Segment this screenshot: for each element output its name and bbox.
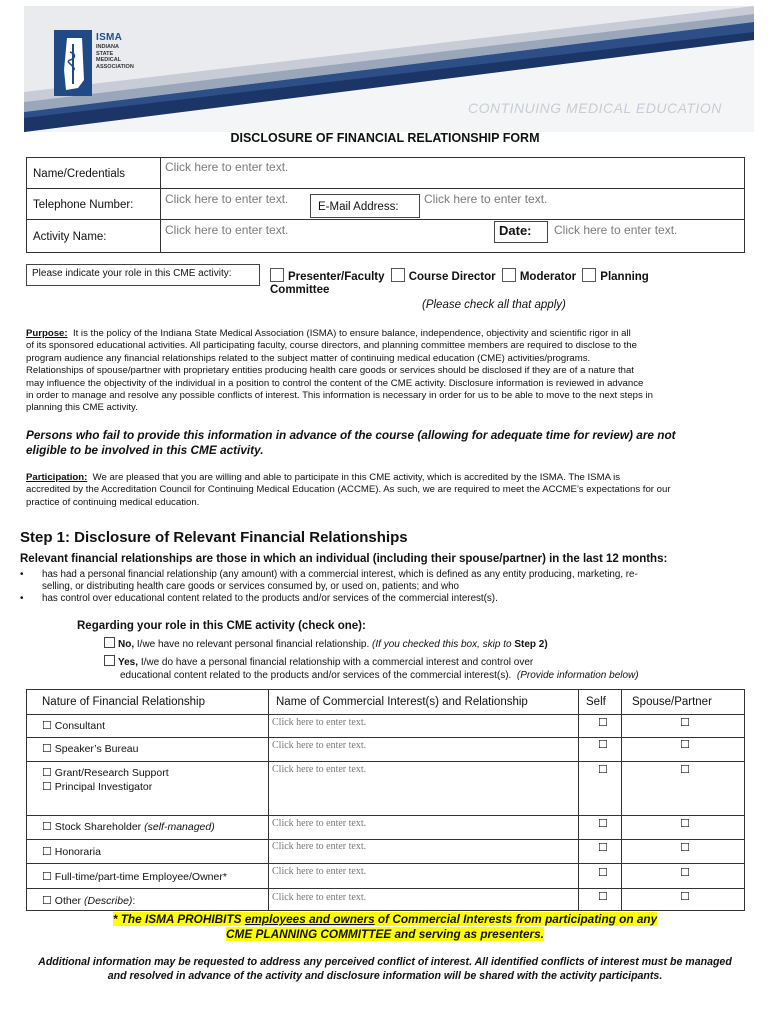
grant-self-box[interactable]: ☐ [598, 764, 608, 776]
step1-intro: Relevant financial relationships are those in which an individual (including their spouse/partner) in the last 12 months: [20, 553, 668, 565]
honoraria-field[interactable]: Click here to enter text. [272, 841, 367, 852]
row-other: ☐ Other (Describe): [42, 895, 136, 907]
checkbox-planning[interactable] [582, 268, 596, 282]
prohibits-note: * The ISMA PROHIBITS employees and owners of Commercial Interests from participating on any CME PLANNING COMMITTEE and serving as presenters. [112, 912, 658, 941]
email-field[interactable]: Click here to enter text. [424, 192, 548, 206]
speakers-bureau-field[interactable]: Click here to enter text. [272, 740, 367, 751]
grant-field[interactable]: Click here to enter text. [272, 764, 367, 775]
role-options-tail: Committee [270, 284, 330, 296]
header-spouse: Spouse/Partner [632, 696, 712, 708]
honoraria-self-box[interactable]: ☐ [598, 842, 608, 854]
row-consultant: ☐ Consultant [42, 720, 105, 732]
row-employee: ☐ Full-time/part-time Employee/Owner* [42, 871, 227, 883]
form-title: DISCLOSURE OF FINANCIAL RELATIONSHIP FORM [230, 131, 540, 145]
step1-bullets: • has had a personal financial relationship (any amount) with a commercial interest, which is defined as any entity producing, marketing, re- selling, or distributing health care goods or services consumed by, or used on, patients; and who • has control over educational content related to the products and/or services of the commercial interest(s). [20, 569, 638, 604]
checkbox-stock[interactable]: ☐ [42, 821, 52, 833]
phone-field[interactable]: Click here to enter text. [165, 192, 289, 206]
activity-field[interactable]: Click here to enter text. [165, 223, 289, 237]
row-honoraria: ☐ Honoraria [42, 846, 101, 858]
purpose-paragraph: Purpose: It is the policy of the Indiana State Medical Association (ISMA) to ensure balance, independence, objectivity and scientific rigor in all of its sponsored educational activities. All participating faculty, course directors, and planning committee members are required to disclose to the program audience any financial relationships related to the subject matter of continuing medical education (CME) activities/programs. Relationships of spouse/partner with proprietary entities producing health care goods or services should be disclosed if they are of a nature that may influence the objectivity of the individual in a position to control the content of the CME activity. Disclosure information is reviewed in advance in order to manage and resolve any possible conflicts of interest. This information is necessary in order for us to be able to move to the next steps in planning this CME activity. [26, 328, 653, 414]
checkbox-no[interactable] [104, 637, 115, 648]
role-note: (Please check all that apply) [422, 299, 566, 311]
row-grant: ☐ Grant/Research Support ☐ Principal Investigator [42, 767, 169, 793]
yes-option: Yes, I/we do have a personal financial relationship with a commercial interest and control over educational content related to the products and/or services of the commercial interest(s). (Provide information below) [104, 655, 639, 682]
email-label: E-Mail Address: [318, 201, 399, 213]
consultant-spouse-box[interactable]: ☐ [680, 717, 690, 729]
employee-field[interactable]: Click here to enter text. [272, 866, 367, 877]
date-label: Date: [499, 223, 532, 238]
grant-spouse-box[interactable]: ☐ [680, 764, 690, 776]
checkbox-consultant[interactable]: ☐ [42, 720, 52, 732]
role-moderator-label: Moderator [519, 271, 577, 283]
stock-spouse-box[interactable]: ☐ [680, 818, 690, 830]
logo-subtitle: INDIANA STATE MEDICAL ASSOCIATION [96, 44, 134, 70]
logo-wordmark: ISMA [96, 32, 123, 43]
checkbox-employee[interactable]: ☐ [42, 871, 52, 883]
date-field[interactable]: Click here to enter text. [554, 223, 678, 237]
no-option: No, I/we have no relevant personal financial relationship. (If you checked this box, skip to Step 2) [104, 637, 548, 650]
warning-text: Persons who fail to provide this information in advance of the course (allowing for adequate time for review) are not eligible to be involved in this CME activity. [26, 428, 676, 457]
checkbox-honoraria[interactable]: ☐ [42, 846, 52, 858]
employee-self-box[interactable]: ☐ [598, 867, 608, 879]
checkbox-course-director[interactable] [391, 268, 405, 282]
row-stock: ☐ Stock Shareholder (self-managed) [42, 821, 215, 833]
footer-note: Additional information may be requested to address any perceived conflict of interest. All identified conflicts of interest must be managed and resolved in advance of the activity and disclosure information will be shared with the activity participants. [38, 956, 732, 982]
participation-paragraph: Participation: We are pleased that you are willing and able to participate in this CME activity, which is accredited by the ISMA. The ISMA is accredited by the Accreditation Council for Continuing Medical Education (ACCME). As such, we are required to meet the ACCME’s expectations for our practice of continuing medical education. [26, 472, 671, 508]
checkbox-presenter[interactable] [270, 268, 284, 282]
checkbox-other[interactable]: ☐ [42, 895, 52, 907]
header-commercial: Name of Commercial Interest(s) and Relationship [276, 696, 528, 708]
role-prompt: Please indicate your role in this CME activity: [32, 268, 232, 279]
checkbox-principal-investigator[interactable]: ☐ [42, 781, 52, 793]
phone-label: Telephone Number: [33, 199, 134, 211]
checkbox-yes[interactable] [104, 655, 115, 666]
role-planning-label: Planning [600, 271, 649, 283]
header-self: Self [586, 696, 606, 708]
honoraria-spouse-box[interactable]: ☐ [680, 842, 690, 854]
other-spouse-box[interactable]: ☐ [680, 891, 690, 903]
header-nature: Nature of Financial Relationship [42, 696, 206, 708]
banner-title: CONTINUING MEDICAL EDUCATION [468, 100, 722, 116]
checkbox-grant[interactable]: ☐ [42, 767, 52, 779]
other-self-box[interactable]: ☐ [598, 891, 608, 903]
row-speakers-bureau: ☐ Speaker’s Bureau [42, 743, 139, 755]
speakers-self-box[interactable]: ☐ [598, 739, 608, 751]
regarding-prompt: Regarding your role in this CME activity (check one): [77, 620, 366, 632]
consultant-field[interactable]: Click here to enter text. [272, 717, 367, 728]
stock-field[interactable]: Click here to enter text. [272, 818, 367, 829]
employee-spouse-box[interactable]: ☐ [680, 867, 690, 879]
step1-heading: Step 1: Disclosure of Relevant Financial Relationships [20, 529, 408, 546]
role-presenter-label: Presenter/Faculty [288, 271, 385, 283]
role-course-director-label: Course Director [408, 271, 496, 283]
name-label: Name/Credentials [33, 168, 126, 180]
other-field[interactable]: Click here to enter text. [272, 892, 367, 903]
speakers-spouse-box[interactable]: ☐ [680, 739, 690, 751]
participation-label: Participation: [26, 472, 88, 483]
stock-self-box[interactable]: ☐ [598, 818, 608, 830]
activity-label: Activity Name: [33, 231, 107, 243]
name-field[interactable]: Click here to enter text. [165, 160, 289, 174]
role-options [270, 268, 649, 283]
checkbox-moderator[interactable] [502, 268, 516, 282]
consultant-self-box[interactable]: ☐ [598, 717, 608, 729]
checkbox-speakers-bureau[interactable]: ☐ [42, 743, 52, 755]
purpose-label: Purpose: [26, 328, 68, 339]
